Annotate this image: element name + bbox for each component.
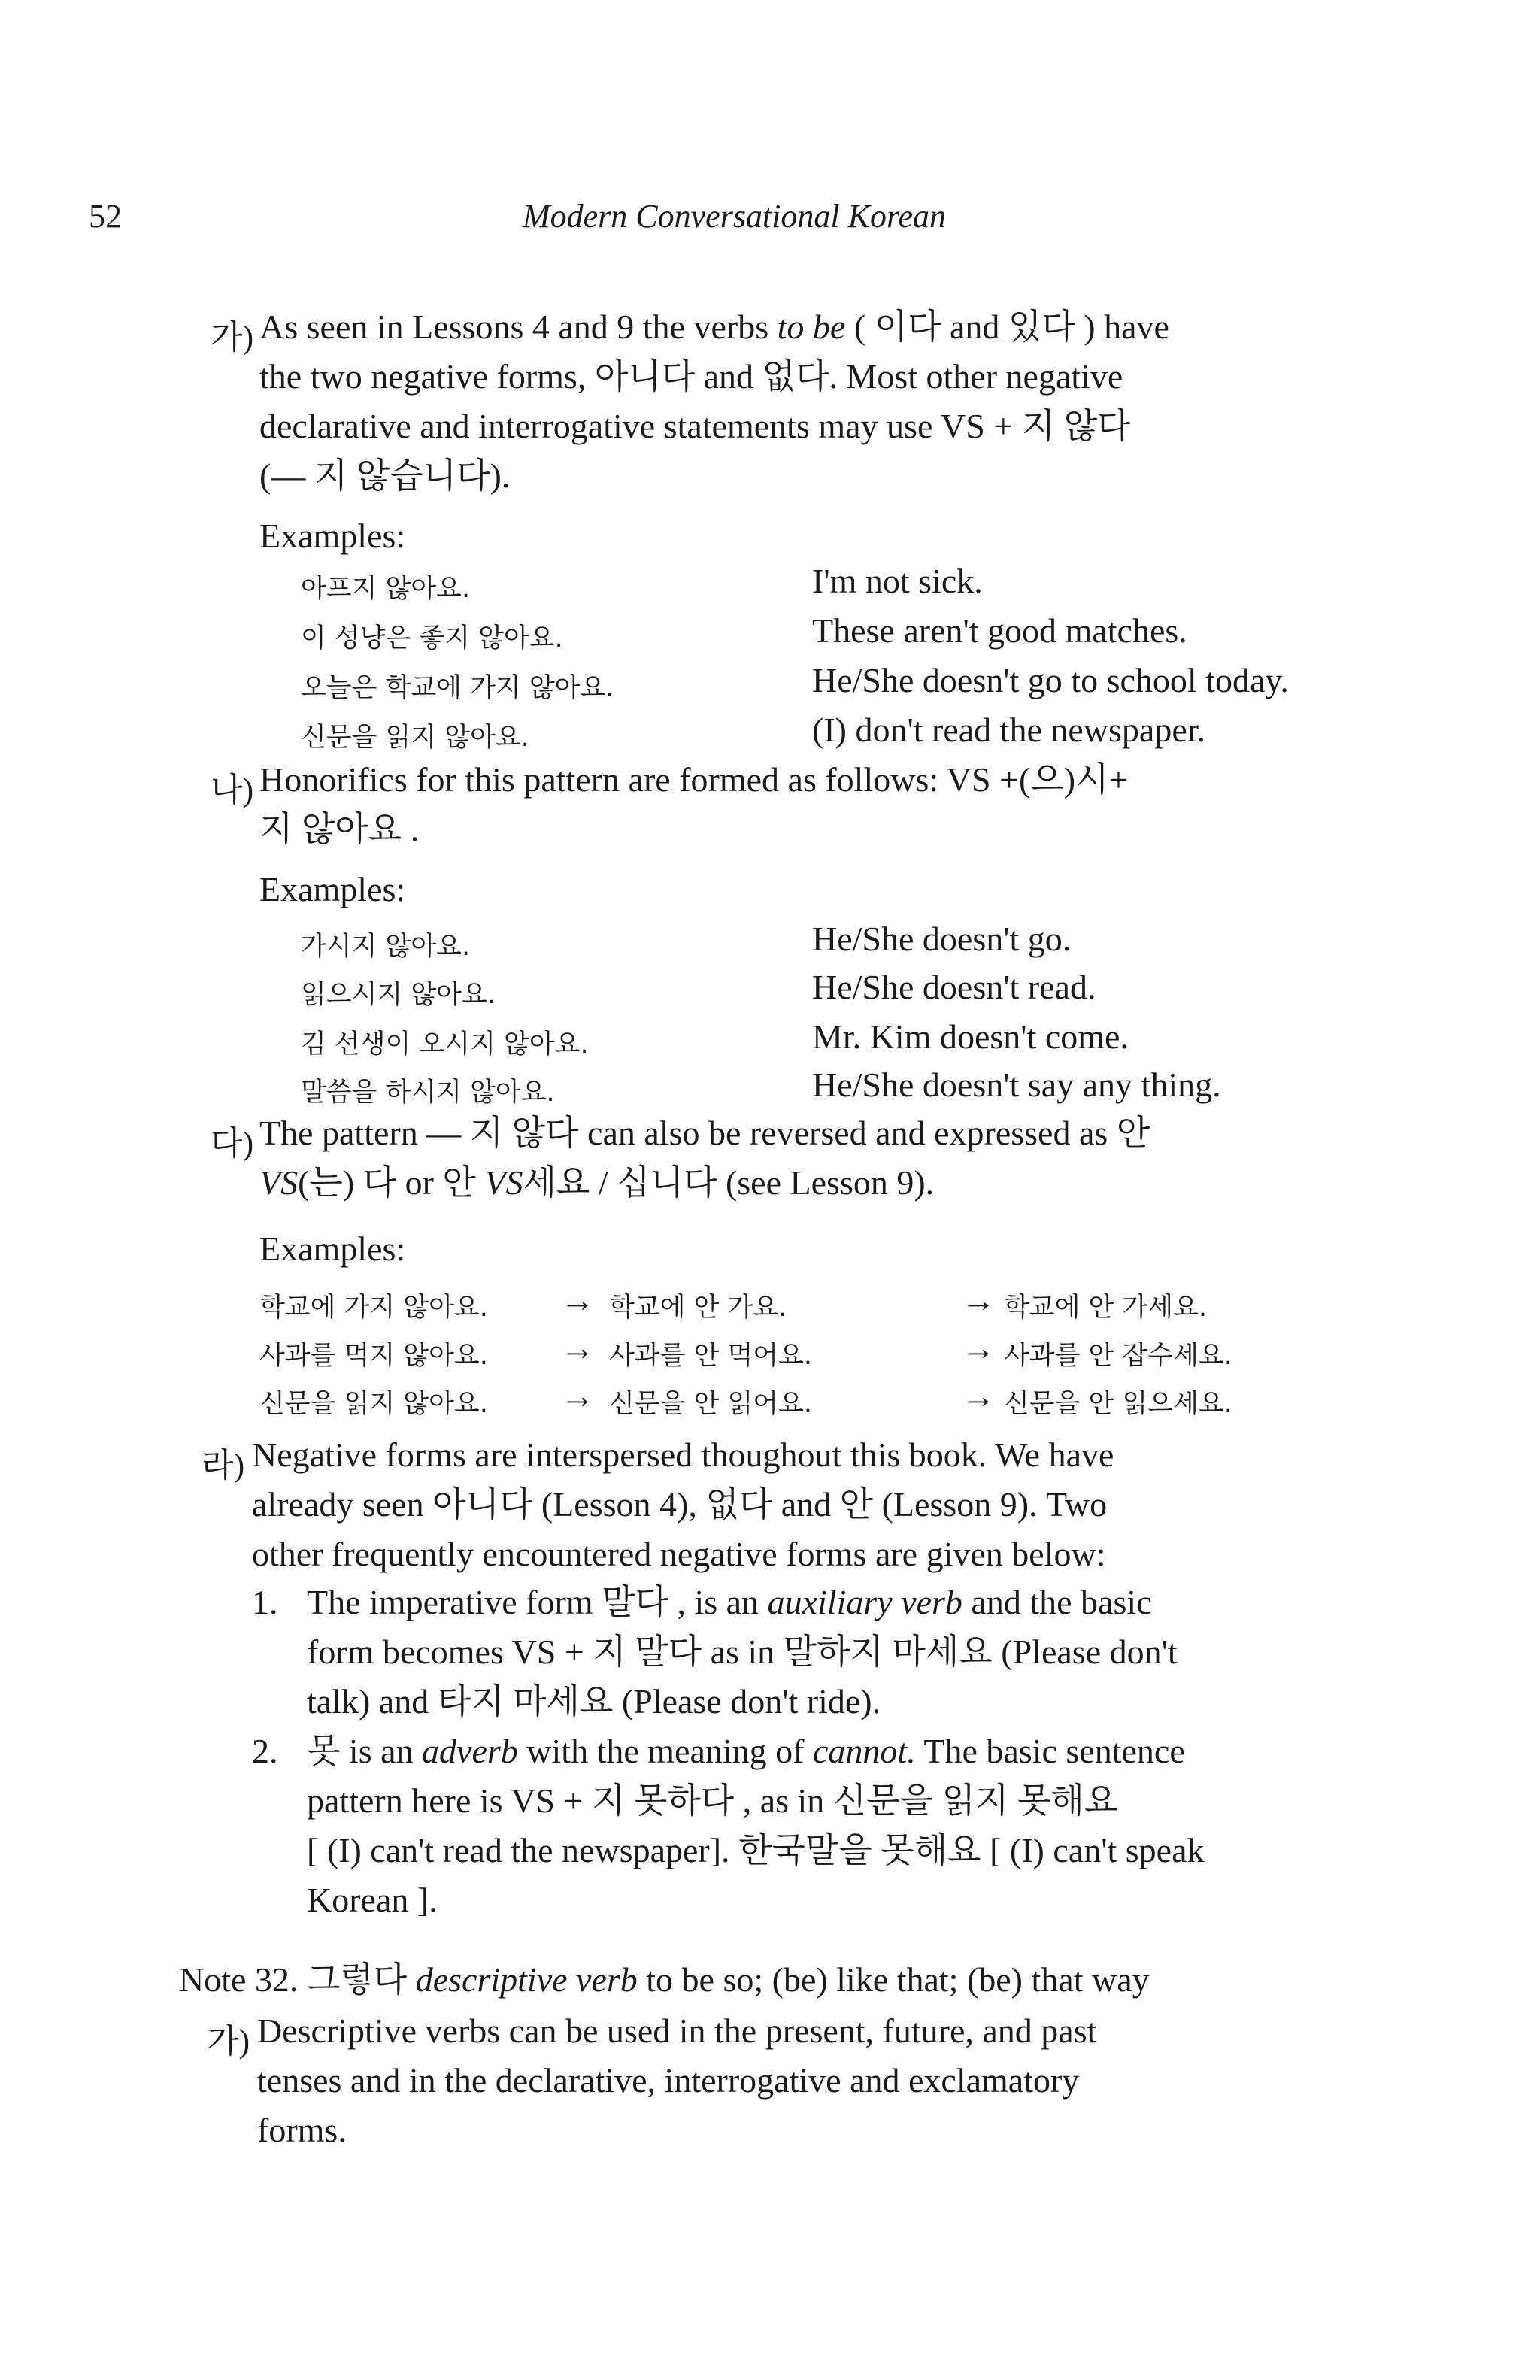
italic-text: cannot. bbox=[813, 1732, 916, 1770]
text: The imperative form 말다 , is an bbox=[307, 1583, 768, 1621]
section-ga-line-2: the two negative forms, 아니다 and 없다. Most other negative bbox=[259, 357, 1123, 396]
section-ra-line-3: other frequently encountered negative forms are given below: bbox=[252, 1535, 1106, 1573]
text: As seen in Lessons 4 and 9 the verbs bbox=[259, 308, 778, 346]
transform-source: 학교에 가지 않아요. bbox=[259, 1293, 488, 1323]
page-number: 52 bbox=[89, 198, 122, 235]
example-korean: 김 선생이 오시지 않아요. bbox=[301, 1029, 589, 1060]
list-item-2-line-1 bbox=[307, 1727, 1185, 1776]
text: ( 이다 and 있다 ) have bbox=[845, 308, 1169, 346]
section-ga-line-1 bbox=[259, 302, 1169, 352]
transform-source: 사과를 먹지 않아요. bbox=[259, 1341, 488, 1371]
example-korean: 이 성냥은 좋지 않아요. bbox=[301, 623, 563, 653]
list-item-1-line-2: form becomes VS + 지 말다 as in 말하지 마세요 (Please don't bbox=[307, 1633, 1178, 1671]
list-item-2-line-2: pattern here is VS + 지 못하다 , as in 신문을 읽지 못해요 bbox=[307, 1781, 1118, 1820]
transform-source: 신문을 읽지 않아요. bbox=[259, 1389, 488, 1419]
examples-label: Examples: bbox=[259, 517, 406, 555]
text: Note 32. 그렇다 bbox=[179, 1960, 416, 1999]
example-korean: 신문을 읽지 않아요. bbox=[301, 723, 529, 753]
arrow-icon: → bbox=[961, 1281, 996, 1319]
examples-label: Examples: bbox=[259, 1229, 406, 1268]
arrow-icon: → bbox=[560, 1281, 595, 1319]
section-da-label: 다) bbox=[211, 1125, 254, 1162]
example-english: (I) don't read the newspaper. bbox=[812, 711, 1206, 749]
transform-honorific: 학교에 안 가세요. bbox=[1004, 1293, 1208, 1323]
example-korean: 아프지 않아요. bbox=[301, 574, 471, 604]
text: with the meaning of bbox=[517, 1732, 813, 1770]
text: The basic sentence bbox=[915, 1732, 1185, 1770]
note-32-ga-label: 가) bbox=[207, 2023, 250, 2060]
italic-text: to be bbox=[777, 308, 846, 346]
example-korean: 말씀을 하시지 않아요. bbox=[301, 1078, 555, 1108]
example-english: He/She doesn't go to school today. bbox=[812, 661, 1289, 699]
italic-text: descriptive verb bbox=[415, 1960, 638, 1999]
section-da-line-2 bbox=[259, 1158, 934, 1208]
italic-text: VS bbox=[259, 1163, 299, 1202]
section-ga-line-3: declarative and interrogative statements may use VS + 지 않다 bbox=[259, 407, 1131, 445]
italic-text: VS bbox=[484, 1163, 523, 1202]
section-ga-label: 가) bbox=[211, 319, 254, 356]
example-korean: 가시지 않아요. bbox=[301, 932, 471, 962]
example-english: He/She doesn't say any thing. bbox=[812, 1066, 1221, 1104]
arrow-icon: → bbox=[961, 1329, 996, 1367]
section-na-line-2: 지 않아요 . bbox=[259, 810, 420, 848]
section-na-line-1: Honorifics for this pattern are formed as follows: VS +(으)시+ bbox=[259, 760, 1129, 799]
example-korean: 읽으시지 않아요. bbox=[301, 980, 496, 1010]
running-title: Modern Conversational Korean bbox=[523, 198, 946, 235]
list-item-2-line-3: [ (I) can't read the newspaper]. 한국말을 못해요 [ (I) can't speak bbox=[307, 1831, 1205, 1869]
italic-text: adverb bbox=[422, 1732, 518, 1770]
example-english: He/She doesn't go. bbox=[812, 920, 1072, 958]
text: (는) 다 or 안 bbox=[298, 1163, 485, 1202]
example-english: These aren't good matches. bbox=[812, 611, 1187, 650]
example-english: Mr. Kim doesn't come. bbox=[812, 1017, 1129, 1056]
transform-plain: 신문을 안 읽어요. bbox=[609, 1389, 813, 1419]
transform-honorific: 사과를 안 잡수세요. bbox=[1004, 1341, 1232, 1371]
example-english: He/She doesn't read. bbox=[812, 968, 1096, 1006]
text: to be so; (be) like that; (be) that way bbox=[637, 1960, 1150, 1999]
list-item-1-line-1 bbox=[307, 1578, 1152, 1627]
transform-plain: 사과를 안 먹어요. bbox=[609, 1341, 813, 1371]
list-item-2-line-4: Korean ]. bbox=[307, 1881, 438, 1919]
note-32-line-1: Descriptive verbs can be used in the present, future, and past bbox=[257, 2012, 1097, 2050]
section-ra-line-1: Negative forms are interspersed thoughout this book. We have bbox=[252, 1436, 1114, 1474]
note-32-heading bbox=[179, 1955, 1150, 2005]
arrow-icon: → bbox=[560, 1329, 595, 1367]
section-ra-line-2: already seen 아니다 (Lesson 4), 없다 and 안 (Lesson 9). Two bbox=[252, 1485, 1108, 1524]
section-ra-label: 라) bbox=[202, 1447, 245, 1484]
arrow-icon: → bbox=[560, 1377, 595, 1415]
transform-plain: 학교에 안 가요. bbox=[609, 1293, 787, 1323]
example-korean: 오늘은 학교에 가지 않아요. bbox=[301, 673, 614, 703]
section-na-label: 나) bbox=[211, 772, 254, 808]
note-32-line-2: tenses and in the declarative, interrogative and exclamatory bbox=[257, 2061, 1080, 2100]
text: 세요 / 십니다 (see Lesson 9). bbox=[523, 1163, 935, 1202]
list-item-1-line-3: talk) and 타지 마세요 (Please don't ride). bbox=[307, 1682, 881, 1721]
list-item-number: 2. bbox=[252, 1732, 278, 1770]
note-32-line-3: forms. bbox=[257, 2111, 347, 2149]
example-english: I'm not sick. bbox=[812, 562, 983, 600]
arrow-icon: → bbox=[961, 1377, 996, 1415]
examples-label: Examples: bbox=[259, 870, 406, 908]
list-item-number: 1. bbox=[252, 1583, 278, 1621]
text: 못 is an bbox=[307, 1732, 423, 1770]
italic-text: auxiliary verb bbox=[767, 1583, 962, 1621]
text: and the basic bbox=[962, 1583, 1152, 1621]
section-da-line-1: The pattern — 지 않다 can also be reversed and expressed as 안 bbox=[259, 1114, 1150, 1152]
section-ga-line-4: (— 지 않습니다). bbox=[259, 456, 511, 495]
transform-honorific: 신문을 안 읽으세요. bbox=[1004, 1389, 1232, 1419]
